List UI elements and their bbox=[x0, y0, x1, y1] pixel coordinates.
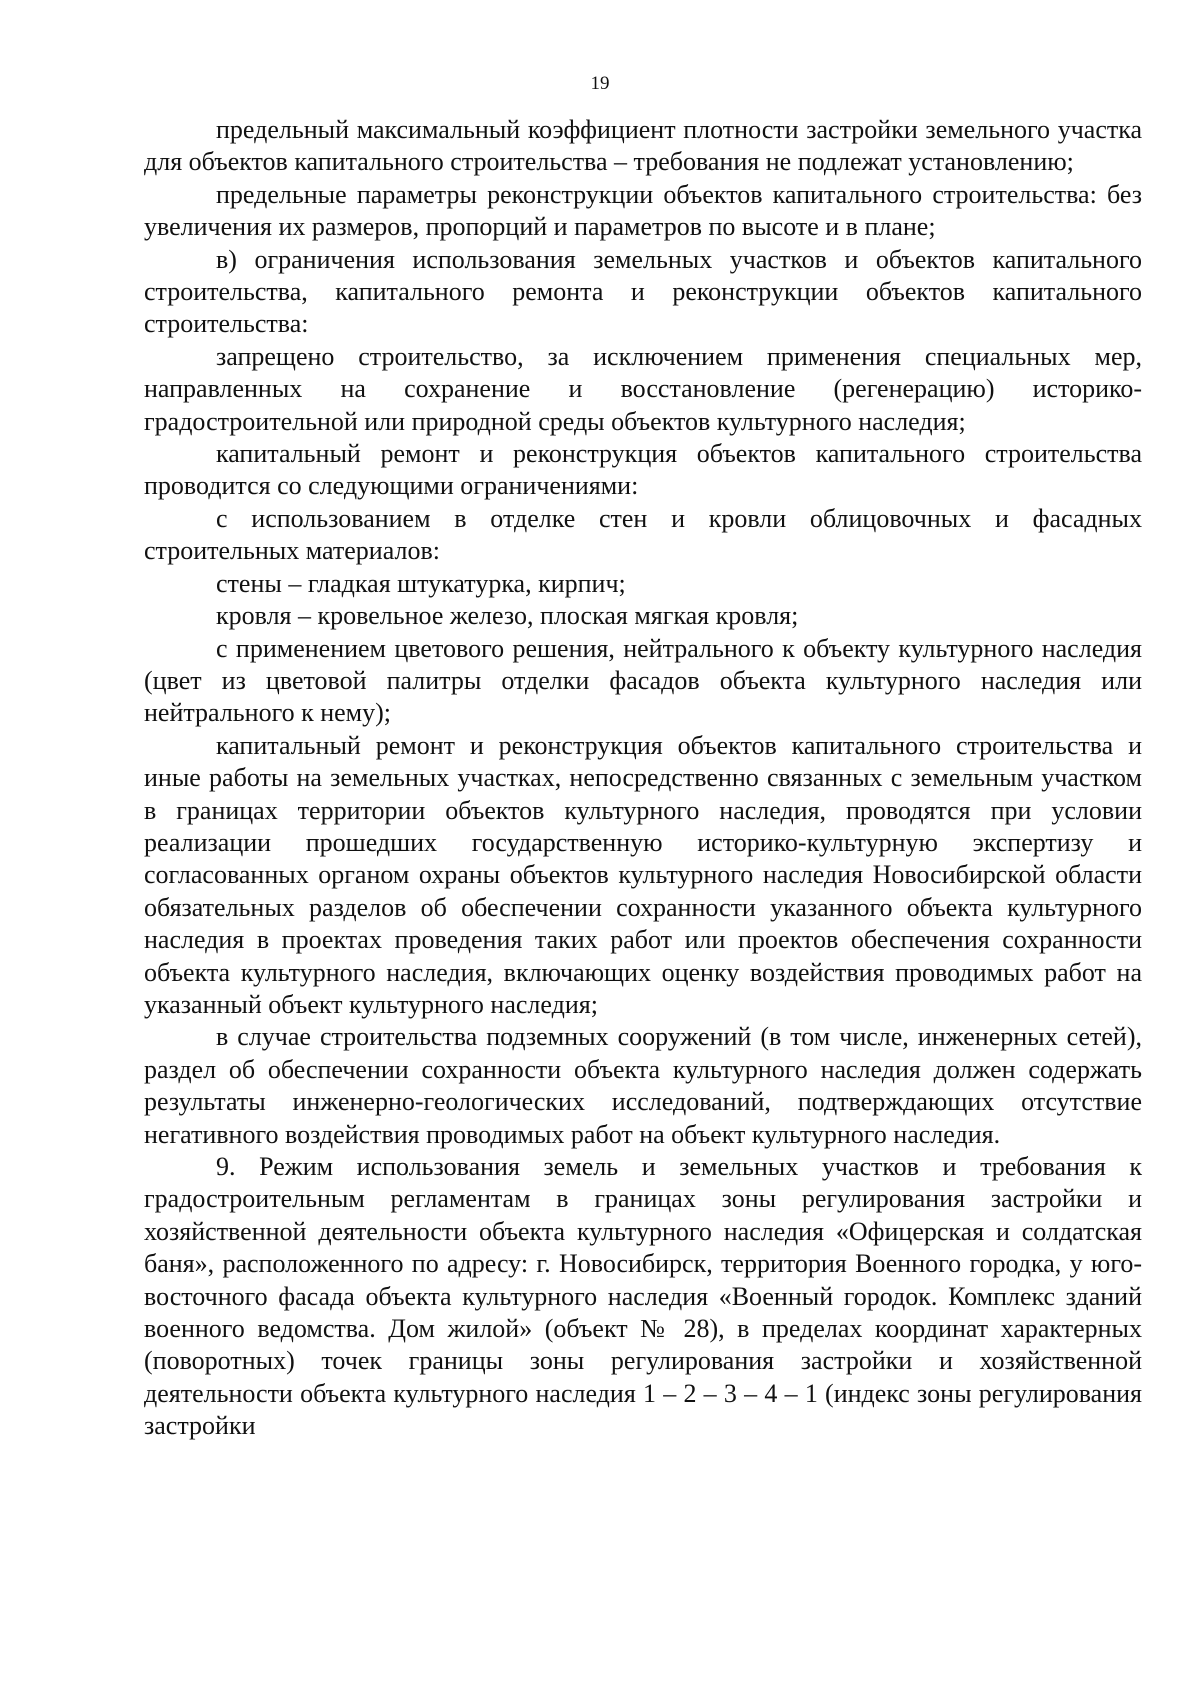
paragraph-finishing-materials: с использованием в отделке стен и кровли облицовочных и фасадных строительных материалов: bbox=[144, 503, 1142, 566]
paragraph-roof: кровля – кровельное железо, плоская мягкая кровля; bbox=[216, 601, 799, 631]
paragraph-construction-prohibited: запрещено строительство, за исключением применения специальных мер, направленных на сохранение и восстановление (регенерацию) историко-градостроительной или природной среды объектов культурного наследия; bbox=[144, 341, 1142, 436]
paragraph-walls: стены – гладкая штукатурка, кирпич; bbox=[216, 568, 626, 598]
paragraph-section-9: 9. Режим использования земель и земельных участков и требования к градостроительным регламентам в границах зоны регулирования застройки и хозяйственной деятельности объекта культурного наследия «Офицерская и солдатская баня», расположенного по адресу: г. Новосибирск, территория Военного городка, у юго-восточного фасада объекта культурного наследия «Военный городок. Комплекс зданий военного ведомства. Дом жилой» (объект № 28), в пределах координат характерных (поворотных) точек границы зоны регулирования застройки и хозяйственной деятельности объекта культурного наследия 1 – 2 – 3 – 4 – 1 (индекс зоны регулирования застройки bbox=[144, 1152, 1142, 1441]
paragraph-density-coefficient: предельный максимальный коэффициент плотности застройки земельного участка для объектов капитального строительства – требования не подлежат установлению; bbox=[144, 115, 1142, 177]
paragraph-works-conditions: капитальный ремонт и реконструкция объектов капитального строительства и иные работы на земельных участках, непосредственно связанных с земельным участком в границах территории объектов культурного наследия, проводятся при условии реализации прошедших государственную историко-культурную экспертизу и согласованных органом охраны объектов культурного наследия Новосибирской области обязательных разделов об обеспечении сохранности указанного объекта культурного наследия в проектах проведения таких работ или проектов обеспечения сохранности объекта культурного наследия, включающих оценку воздействия проводимых работ на указанный объект культурного наследия; bbox=[144, 730, 1142, 1019]
paragraph-usage-restrictions: в) ограничения использования земельных участков и объектов капитального строительства, капитального ремонта и реконструкции объектов капитального строительства: bbox=[144, 244, 1142, 339]
paragraph-repair-restrictions: капитальный ремонт и реконструкция объектов капитального строительства проводится со следующими ограничениями: bbox=[144, 439, 1142, 501]
document-body bbox=[144, 114, 1142, 1443]
page-number: 19 bbox=[590, 73, 610, 94]
paragraph-color-solution: с применением цветового решения, нейтрального к объекту культурного наследия (цвет из цветовой палитры отделки фасадов объекта культурного наследия или нейтрального к нему); bbox=[144, 633, 1142, 728]
paragraph-reconstruction-parameters: предельные параметры реконструкции объектов капитального строительства: без увеличения их размеров, пропорций и параметров по высоте и в плане; bbox=[144, 179, 1142, 242]
paragraph-underground-structures: в случае строительства подземных сооружений (в том числе, инженерных сетей), раздел об обеспечении сохранности объекта культурного наследия должен содержать результаты инженерно-геологических исследований, подтверждающих отсутствие негативного воздействия проводимых работ на объект культурного наследия. bbox=[144, 1022, 1142, 1149]
